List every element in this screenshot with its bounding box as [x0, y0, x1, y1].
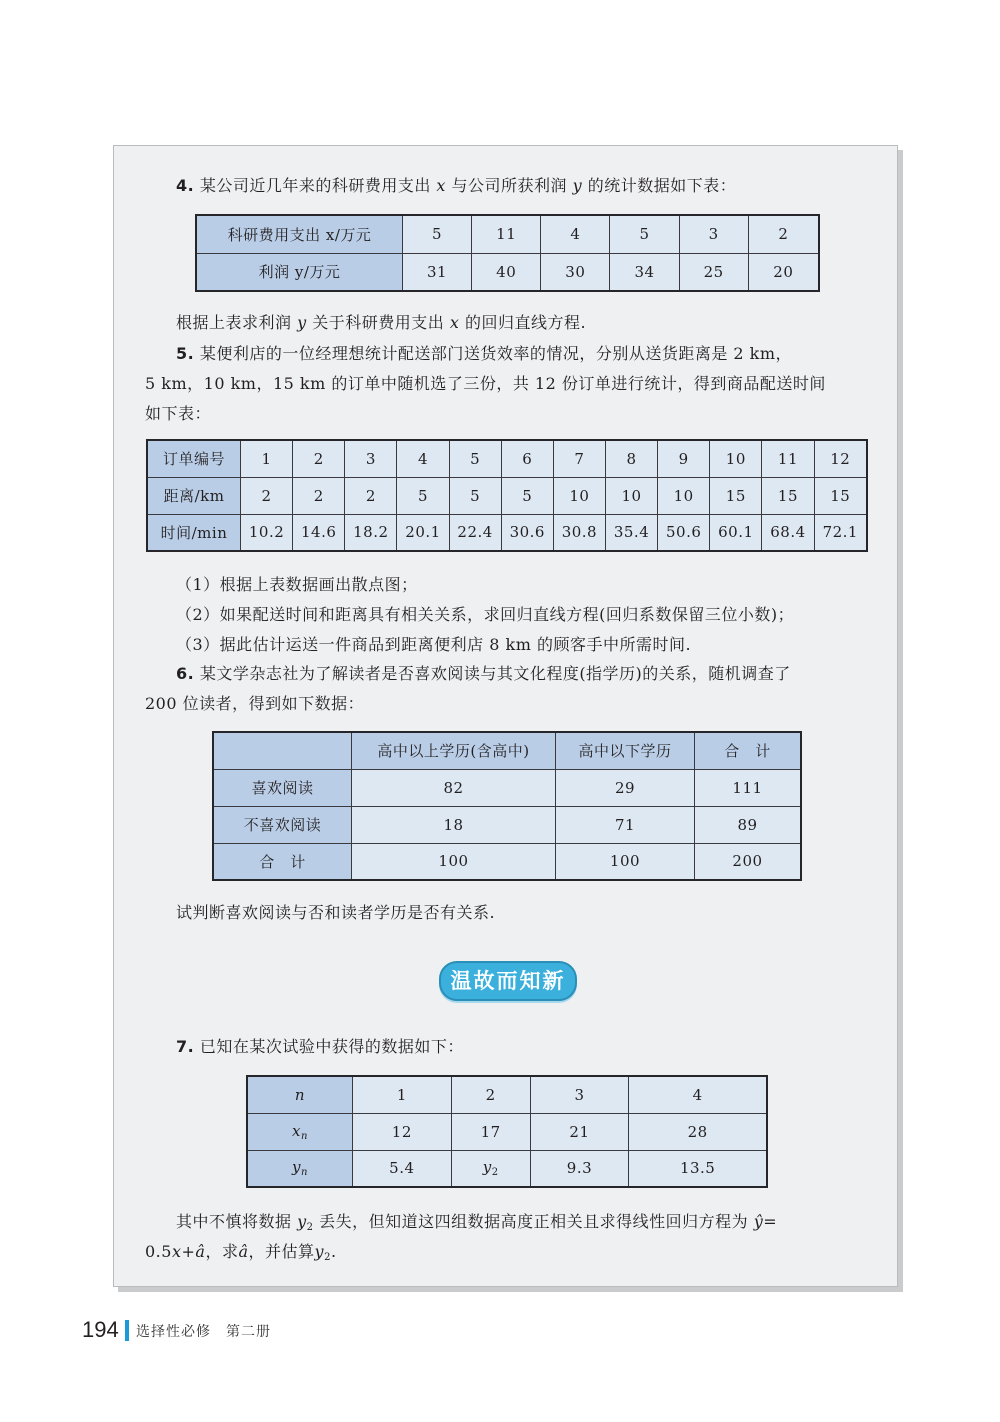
table-cell: 3	[345, 440, 397, 477]
table-cell: 15	[814, 477, 867, 514]
table-cell: 5	[449, 440, 501, 477]
table-cell: 34	[610, 253, 679, 291]
table-cell: 35.4	[605, 514, 657, 551]
table-cell: 72.1	[814, 514, 867, 551]
table-cell: 合 计	[213, 843, 352, 880]
q5-sub1: （1）根据上表数据画出散点图；	[176, 575, 418, 594]
table-cell: 6	[501, 440, 553, 477]
table-cell: 喜欢阅读	[213, 769, 352, 806]
table-row	[213, 769, 801, 806]
table-cell	[213, 732, 352, 769]
table-cell: 3	[679, 215, 748, 253]
table-cell: 5.4	[353, 1150, 452, 1187]
table-cell: 距离/km	[147, 477, 241, 514]
table-cell: 4	[629, 1076, 767, 1113]
table-cell: 12	[353, 1113, 452, 1150]
q5-line3: 如下表：	[145, 404, 212, 423]
q6-line2: 200 位读者，得到如下数据：	[145, 694, 365, 713]
table-row	[147, 477, 867, 514]
table-row	[247, 1113, 767, 1150]
table-cell: 利润 y/万元	[196, 253, 403, 291]
table-cell: 5	[397, 477, 449, 514]
table-cell: 13.5	[629, 1150, 767, 1187]
table-cell: 2	[293, 440, 345, 477]
table-cell: 9.3	[530, 1150, 629, 1187]
book-title: 选择性必修 第二册	[136, 1324, 271, 1340]
table-row	[147, 440, 867, 477]
table-cell: 2	[293, 477, 345, 514]
q7-task-line1: 其中不慎将数据 $y_2$ 丢失，但知道这四组数据高度正相关且求得线性回归方程为 ŷ=	[176, 1212, 778, 1233]
table-cell: 2	[748, 215, 819, 253]
table-cell: 31	[403, 253, 472, 291]
table-cell: 5	[449, 477, 501, 514]
table-cell: 18.2	[345, 514, 397, 551]
table-cell: 100	[556, 843, 695, 880]
q6-task: 试判断喜欢阅读与否和读者学历是否有关系.	[176, 903, 496, 922]
table-cell: 10	[658, 477, 710, 514]
table-cell: 5	[501, 477, 553, 514]
page-number: 194	[82, 1317, 119, 1342]
table-cell: 200	[695, 843, 802, 880]
table-cell: 11	[762, 440, 814, 477]
table-row	[213, 732, 801, 769]
table-cell: 82	[352, 769, 556, 806]
table-cell: 8	[605, 440, 657, 477]
table-cell: 29	[556, 769, 695, 806]
table-cell: 4	[397, 440, 449, 477]
table-cell: 2	[451, 1076, 530, 1113]
table-cell: 4	[541, 215, 610, 253]
table-cell: $x_n$	[247, 1113, 353, 1150]
q7-task-line2: 0.5x+â，求â，并估算$y_2$.	[145, 1242, 337, 1263]
q4-task: 根据上表求利润 y 关于科研费用支出 x 的回归直线方程.	[176, 313, 587, 332]
table-cell: 2	[241, 477, 293, 514]
table-cell: 30.8	[553, 514, 605, 551]
footer-divider	[125, 1320, 129, 1341]
q6-line1: 6. 某文学杂志社为了解读者是否喜欢阅读与其文化程度(指学历)的关系，随机调查了	[176, 664, 791, 683]
table-cell: 15	[710, 477, 762, 514]
table-cell: 10	[605, 477, 657, 514]
q7-table	[246, 1075, 768, 1188]
table-cell: 30	[541, 253, 610, 291]
table-cell: 11	[472, 215, 541, 253]
table-cell: 40	[472, 253, 541, 291]
table-cell: 15	[762, 477, 814, 514]
table-cell: 10	[553, 477, 605, 514]
q6-table	[212, 731, 802, 881]
q5-line1: 5. 某便利店的一位经理想统计配送部门送货效率的情况，分别从送货距离是 2 km，	[176, 344, 793, 363]
table-cell: 10	[710, 440, 762, 477]
table-cell: 1	[241, 440, 293, 477]
table-cell: 20.1	[397, 514, 449, 551]
table-cell: 5	[610, 215, 679, 253]
table-cell: 科研费用支出 x/万元	[196, 215, 403, 253]
q4-table	[195, 214, 820, 292]
table-cell: 不喜欢阅读	[213, 806, 352, 843]
table-cell: $y_n$	[247, 1150, 353, 1187]
table-cell: 12	[814, 440, 867, 477]
table-cell: 高中以上学历(含高中)	[352, 732, 556, 769]
table-row	[213, 806, 801, 843]
section-badge: 温故而知新	[439, 961, 577, 1001]
q5-sub3: （3）据此估计运送一件商品到距离便利店 8 km 的顾客手中所需时间.	[176, 635, 692, 654]
table-row	[247, 1150, 767, 1187]
table-cell: $y_2$	[451, 1150, 530, 1187]
table-cell: 111	[695, 769, 802, 806]
table-cell: 18	[352, 806, 556, 843]
table-cell: 10.2	[241, 514, 293, 551]
table-row	[213, 843, 801, 880]
table-cell: 2	[345, 477, 397, 514]
table-cell: 25	[679, 253, 748, 291]
table-cell: 20	[748, 253, 819, 291]
table-cell: 3	[530, 1076, 629, 1113]
table-cell: 17	[451, 1113, 530, 1150]
q5-table	[146, 439, 868, 552]
table-cell: 50.6	[658, 514, 710, 551]
table-cell: 21	[530, 1113, 629, 1150]
table-cell: 22.4	[449, 514, 501, 551]
table-cell: n	[247, 1076, 353, 1113]
q7-intro: 7. 已知在某次试验中获得的数据如下：	[176, 1037, 464, 1056]
table-row	[247, 1076, 767, 1113]
table-cell: 89	[695, 806, 802, 843]
table-cell: 28	[629, 1113, 767, 1150]
table-cell: 100	[352, 843, 556, 880]
table-cell: 订单编号	[147, 440, 241, 477]
q5-line2: 5 km，10 km，15 km 的订单中随机选了三份，共 12 份订单进行统计，得到商品配送时间	[145, 374, 826, 393]
table-cell: 9	[658, 440, 710, 477]
table-cell: 68.4	[762, 514, 814, 551]
table-row	[196, 253, 819, 291]
table-row	[196, 215, 819, 253]
table-cell: 1	[353, 1076, 452, 1113]
table-cell: 60.1	[710, 514, 762, 551]
table-row	[147, 514, 867, 551]
table-cell: 高中以下学历	[556, 732, 695, 769]
table-cell: 30.6	[501, 514, 553, 551]
table-cell: 7	[553, 440, 605, 477]
table-cell: 时间/min	[147, 514, 241, 551]
q5-sub2: （2）如果配送时间和距离具有相关关系，求回归直线方程(回归系数保留三位小数)；	[176, 605, 795, 624]
q4-intro: 4. 某公司近几年来的科研费用支出 x 与公司所获利润 y 的统计数据如下表：	[176, 176, 737, 195]
table-cell: 5	[403, 215, 472, 253]
table-cell: 71	[556, 806, 695, 843]
table-cell: 合 计	[695, 732, 802, 769]
table-cell: 14.6	[293, 514, 345, 551]
